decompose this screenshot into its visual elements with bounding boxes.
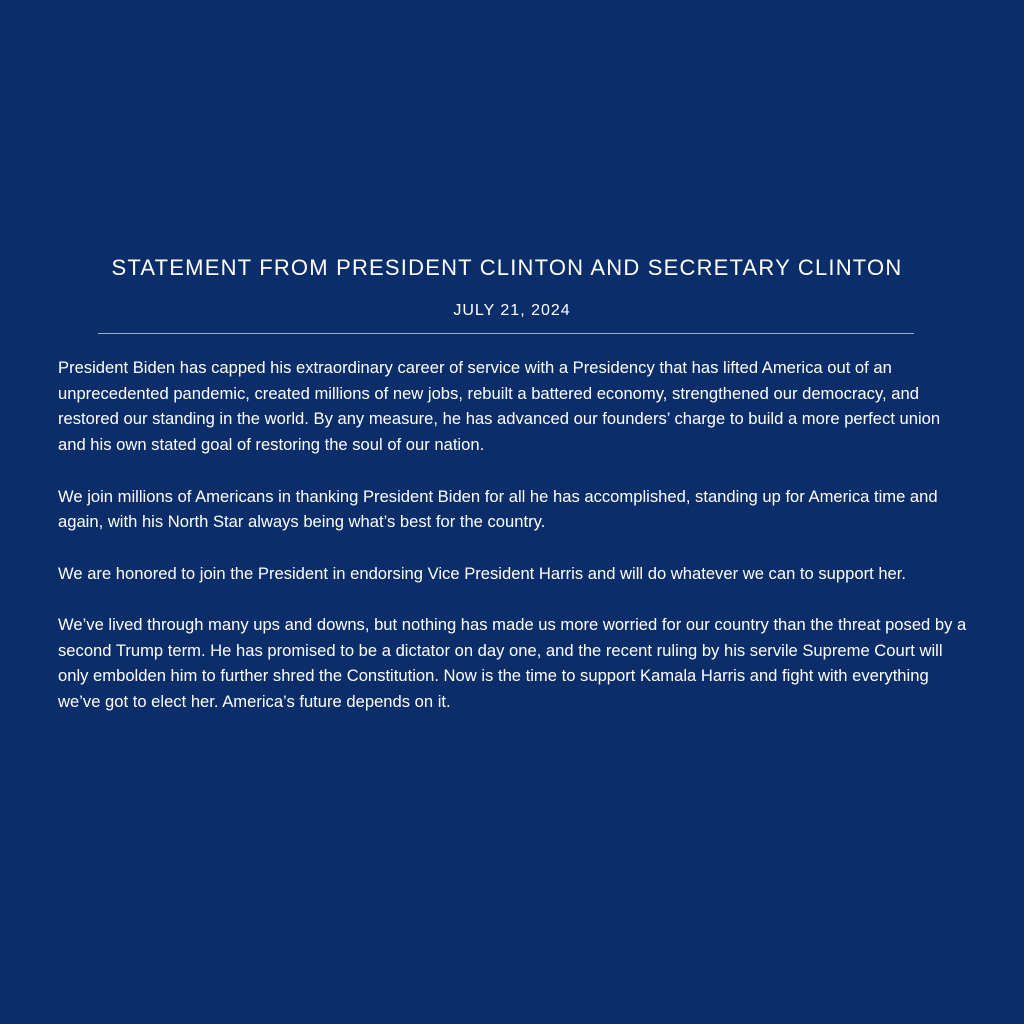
statement-body: [58, 355, 970, 740]
title-divider: [98, 333, 914, 334]
statement-date: JULY 21, 2024: [453, 302, 571, 319]
paragraph: We’ve lived through many ups and downs, but nothing has made us more worried for our country than the threat posed by a second Trump term. He has promised to be a dictator on day one, and the recent ruling by his servile Supreme Court will only embolden him to further shred the Constitution. Now is the time to support Kamala Harris and fight with everything we’ve got to elect her. America’s future depends on it.: [58, 614, 967, 712]
paragraph: We join millions of Americans in thanking President Biden for all he has accomplished, standing up for America time and again, with his North Star always being what’s best for the country.: [58, 486, 938, 532]
paragraph: President Biden has capped his extraordinary career of service with a Presidency that has lifted America out of an unprecedented pandemic, created millions of new jobs, rebuilt a battered economy, strengthened our democracy, and restored our standing in the world. By any measure, he has advanced our founders’ charge to build a more perfect union and his own stated goal of restoring the soul of our nation.: [58, 358, 941, 455]
statement-title: STATEMENT FROM PRESIDENT CLINTON AND SECRETARY CLINTON: [111, 255, 903, 280]
paragraph: We are honored to join the President in endorsing Vice President Harris and will do whatever we can to support her.: [58, 563, 906, 583]
